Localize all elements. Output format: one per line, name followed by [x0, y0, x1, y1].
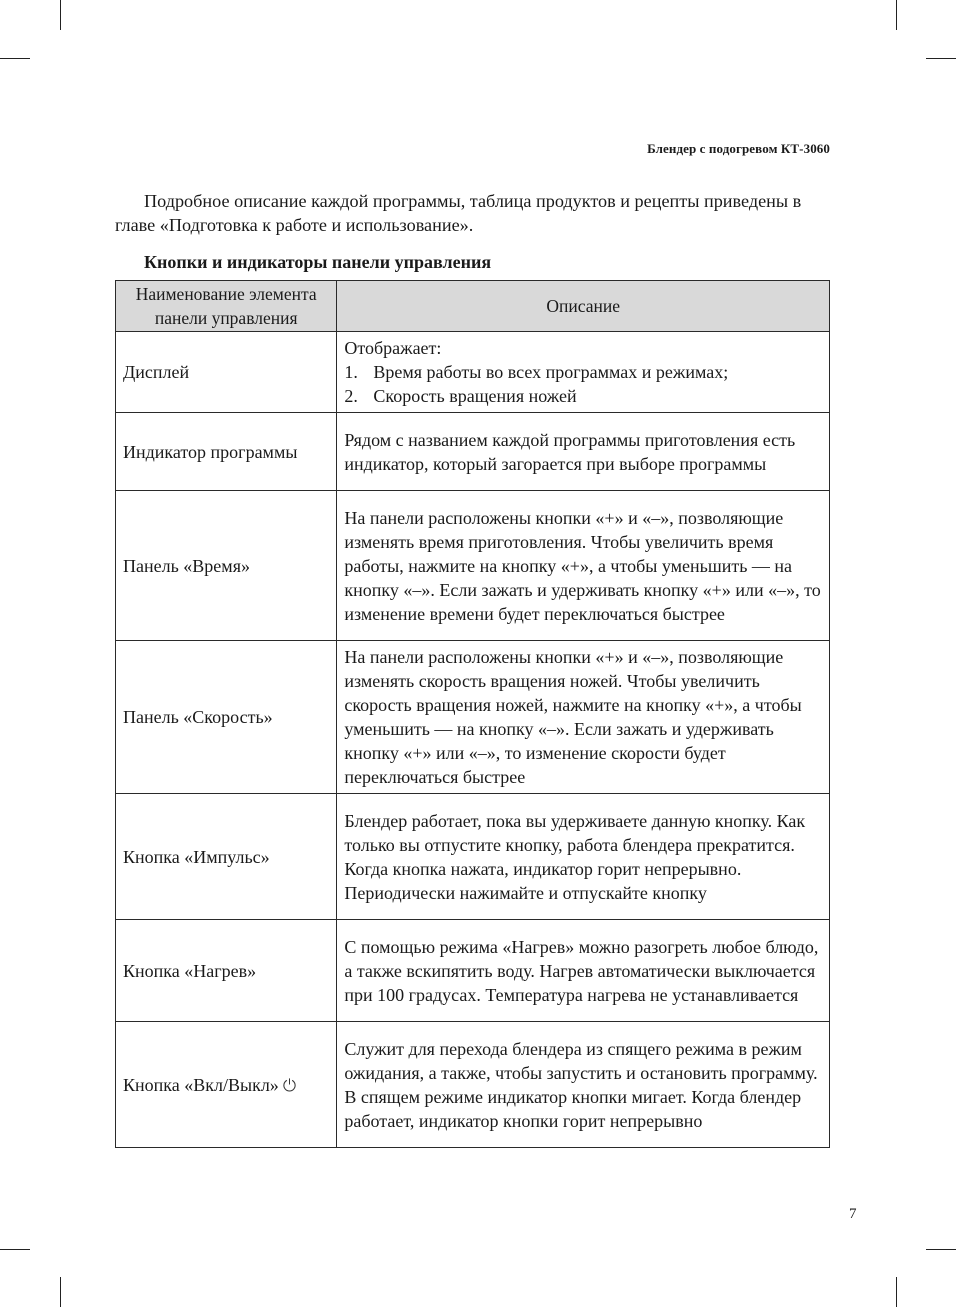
list-text: Время работы во всех программах и режимах;	[373, 362, 729, 382]
row-name: Кнопка «Импульс»	[116, 794, 337, 920]
row-description: Рядом с названием каждой программы приготовления есть индикатор, который загорается при выборе программы	[337, 413, 830, 491]
crop-mark	[896, 1277, 897, 1307]
row-description: На панели расположены кнопки «+» и «–», позволяющие изменять скорость вращения ножей. Чтобы увеличить скорость вращения ножей, нажмите на кнопку «+», а чтобы уменьшить — на кнопку «–». Если зажать и удерживать кнопку «+» или «–», то изменение скорости будет переключаться быстрее	[337, 641, 830, 794]
table-header-row	[116, 281, 830, 332]
table-row	[116, 413, 830, 491]
row-name: Индикатор программы	[116, 413, 337, 491]
table-row	[116, 332, 830, 413]
list-item	[344, 360, 822, 384]
table-row	[116, 920, 830, 1022]
crop-mark	[0, 1249, 30, 1250]
row-name: Дисплей	[116, 332, 337, 413]
intro-paragraph: Подробное описание каждой программы, таблица продуктов и рецепты приведены в главе «Подготовка к работе и использование».	[115, 191, 802, 235]
table-title: Кнопки и индикаторы панели управления	[144, 252, 492, 272]
row-name: Панель «Скорость»	[116, 641, 337, 794]
table-row	[116, 491, 830, 641]
row-description	[337, 332, 830, 413]
crop-mark	[0, 58, 30, 59]
list-number: 1.	[344, 362, 358, 382]
list-number: 2.	[344, 386, 358, 406]
row-name	[116, 1022, 337, 1148]
controls-table	[115, 280, 830, 1148]
list-text: Скорость вращения ножей	[373, 386, 577, 406]
table-row	[116, 794, 830, 920]
crop-mark	[926, 1249, 956, 1250]
table-row	[116, 641, 830, 794]
power-icon	[282, 1077, 297, 1092]
page-number: 7	[849, 1206, 857, 1222]
row-name: Панель «Время»	[116, 491, 337, 641]
row-description: С помощью режима «Нагрев» можно разогреть любое блюдо, а также вскипятить воду. Нагрев автоматически выключается при 100 градусах. Температура нагрева не устанавливается	[337, 920, 830, 1022]
crop-mark	[926, 58, 956, 59]
running-header: Блендер с подогревом КТ-3060	[647, 141, 830, 156]
row-description: Служит для перехода блендера из спящего режима в режим ожидания, а также, чтобы запустить и остановить программу. В спящем режиме индикатор кнопки мигает. Когда блендер работает, индикатор кнопки горит непрерывно	[337, 1022, 830, 1148]
crop-mark	[60, 0, 61, 30]
row-name: Кнопка «Нагрев»	[116, 920, 337, 1022]
list-item	[344, 384, 822, 408]
row-description: На панели расположены кнопки «+» и «–», позволяющие изменять время приготовления. Чтобы увеличить время работы, нажмите на кнопку «+», а чтобы уменьшить — на кнопку «–». Если зажать и удерживать кнопку «+» или «–», то изменение времени будет переключаться быстрее	[337, 491, 830, 641]
crop-mark	[60, 1277, 61, 1307]
crop-mark	[896, 0, 897, 30]
header-name: Наименование элемента панели управления	[116, 281, 337, 332]
row-description: Блендер работает, пока вы удерживаете данную кнопку. Как только вы отпустите кнопку, работа блендера прекратится. Когда кнопка нажата, индикатор горит непрерывно. Периодически нажимайте и отпускайте кнопку	[337, 794, 830, 920]
table-row	[116, 1022, 830, 1148]
header-description: Описание	[337, 281, 830, 332]
row-name-text: Кнопка «Вкл/Выкл»	[123, 1074, 279, 1095]
description-lead: Отображает:	[344, 338, 442, 358]
